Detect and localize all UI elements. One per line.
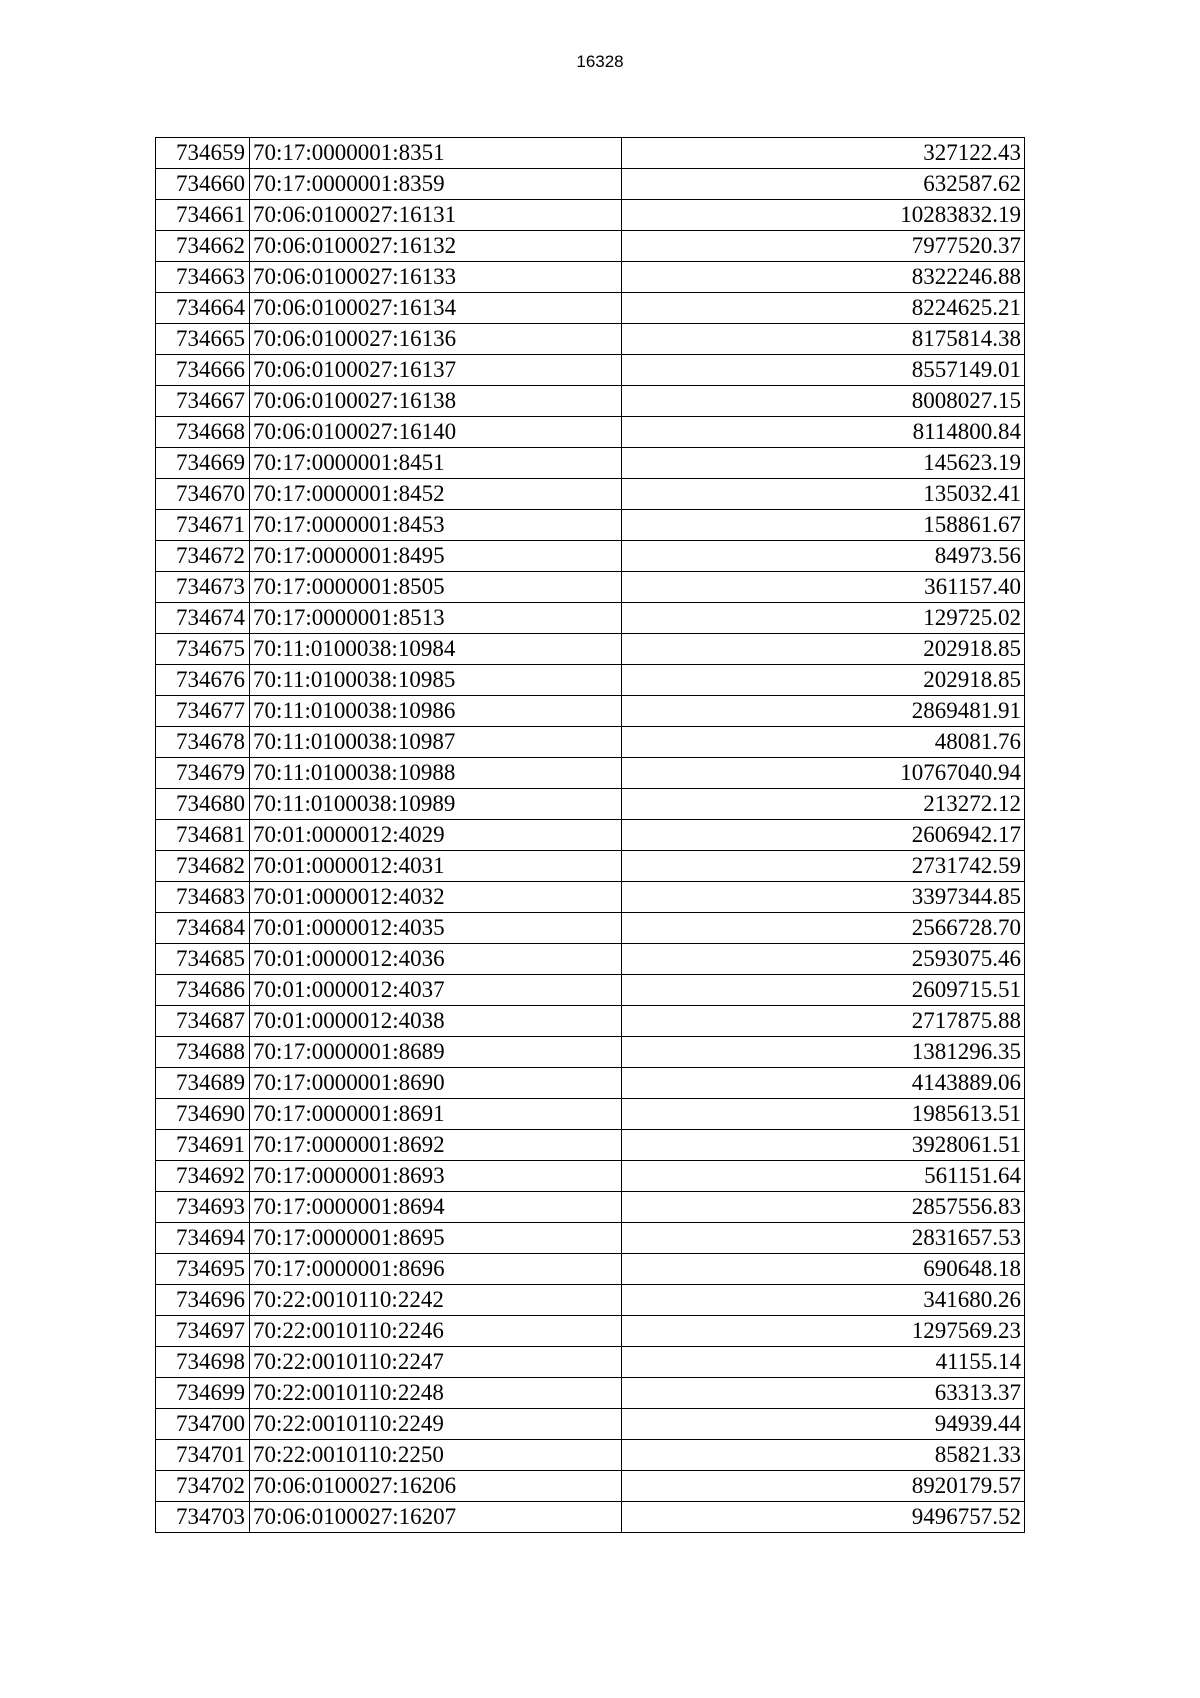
row-number-cell: 734702 (156, 1471, 250, 1502)
table-row (156, 1037, 1025, 1068)
row-number-cell: 734661 (156, 200, 250, 231)
cadastral-value-cell: 145623.19 (622, 448, 1025, 479)
row-number-cell: 734678 (156, 727, 250, 758)
row-number-cell: 734690 (156, 1099, 250, 1130)
cadastral-value-cell: 3397344.85 (622, 882, 1025, 913)
cadastral-number-cell: 70:06:0100027:16137 (250, 355, 622, 386)
cadastral-number-cell: 70:06:0100027:16206 (250, 1471, 622, 1502)
cadastral-value-cell: 202918.85 (622, 665, 1025, 696)
page-number: 16328 (576, 52, 624, 71)
cadastral-number-cell: 70:11:0100038:10984 (250, 634, 622, 665)
cadastral-number-cell: 70:01:0000012:4032 (250, 882, 622, 913)
cadastral-value-cell: 8224625.21 (622, 293, 1025, 324)
table-row (156, 820, 1025, 851)
cadastral-value-cell: 8114800.84 (622, 417, 1025, 448)
row-number-cell: 734677 (156, 696, 250, 727)
table-row (156, 417, 1025, 448)
table-row (156, 1068, 1025, 1099)
table-row (156, 944, 1025, 975)
cadastral-number-cell: 70:17:0000001:8453 (250, 510, 622, 541)
table-row (156, 200, 1025, 231)
cadastral-number-cell: 70:17:0000001:8495 (250, 541, 622, 572)
cadastral-value-cell: 8175814.38 (622, 324, 1025, 355)
cadastral-value-cell: 135032.41 (622, 479, 1025, 510)
row-number-cell: 734669 (156, 448, 250, 479)
cadastral-value-cell: 94939.44 (622, 1409, 1025, 1440)
table-row (156, 293, 1025, 324)
cadastral-number-cell: 70:01:0000012:4035 (250, 913, 622, 944)
cadastral-value-cell: 1381296.35 (622, 1037, 1025, 1068)
cadastral-number-cell: 70:17:0000001:8691 (250, 1099, 622, 1130)
cadastral-number-cell: 70:01:0000012:4031 (250, 851, 622, 882)
row-number-cell: 734692 (156, 1161, 250, 1192)
cadastral-number-cell: 70:01:0000012:4029 (250, 820, 622, 851)
cadastral-value-cell: 2717875.88 (622, 1006, 1025, 1037)
cadastral-number-cell: 70:17:0000001:8690 (250, 1068, 622, 1099)
row-number-cell: 734667 (156, 386, 250, 417)
cadastral-number-cell: 70:01:0000012:4038 (250, 1006, 622, 1037)
table-row (156, 1254, 1025, 1285)
table-row (156, 355, 1025, 386)
cadastral-value-cell: 632587.62 (622, 169, 1025, 200)
cadastral-number-cell: 70:06:0100027:16132 (250, 231, 622, 262)
cadastral-number-cell: 70:22:0010110:2246 (250, 1316, 622, 1347)
row-number-cell: 734675 (156, 634, 250, 665)
cadastral-number-cell: 70:01:0000012:4037 (250, 975, 622, 1006)
cadastral-number-cell: 70:17:0000001:8689 (250, 1037, 622, 1068)
table-row (156, 1409, 1025, 1440)
row-number-cell: 734688 (156, 1037, 250, 1068)
table-row (156, 975, 1025, 1006)
table-row (156, 1378, 1025, 1409)
cadastral-value-cell: 1297569.23 (622, 1316, 1025, 1347)
cadastral-number-cell: 70:17:0000001:8692 (250, 1130, 622, 1161)
cadastral-value-cell: 85821.33 (622, 1440, 1025, 1471)
row-number-cell: 734679 (156, 758, 250, 789)
row-number-cell: 734662 (156, 231, 250, 262)
table-row (156, 1006, 1025, 1037)
cadastral-value-cell: 561151.64 (622, 1161, 1025, 1192)
row-number-cell: 734695 (156, 1254, 250, 1285)
cadastral-value-cell: 341680.26 (622, 1285, 1025, 1316)
cadastral-number-cell: 70:17:0000001:8505 (250, 572, 622, 603)
row-number-cell: 734680 (156, 789, 250, 820)
table-row (156, 789, 1025, 820)
cadastral-number-cell: 70:17:0000001:8695 (250, 1223, 622, 1254)
row-number-cell: 734665 (156, 324, 250, 355)
row-number-cell: 734673 (156, 572, 250, 603)
cadastral-value-cell: 202918.85 (622, 634, 1025, 665)
cadastral-value-cell: 9496757.52 (622, 1502, 1025, 1533)
table-row (156, 1223, 1025, 1254)
row-number-cell: 734671 (156, 510, 250, 541)
cadastral-number-cell: 70:17:0000001:8696 (250, 1254, 622, 1285)
cadastral-number-cell: 70:17:0000001:8694 (250, 1192, 622, 1223)
cadastral-number-cell: 70:17:0000001:8693 (250, 1161, 622, 1192)
table-row (156, 138, 1025, 169)
cadastral-value-cell: 1985613.51 (622, 1099, 1025, 1130)
cadastral-value-cell: 3928061.51 (622, 1130, 1025, 1161)
cadastral-value-cell: 2566728.70 (622, 913, 1025, 944)
table-body (156, 138, 1025, 1533)
row-number-cell: 734700 (156, 1409, 250, 1440)
row-number-cell: 734682 (156, 851, 250, 882)
row-number-cell: 734683 (156, 882, 250, 913)
table-row (156, 479, 1025, 510)
cadastral-value-cell: 8008027.15 (622, 386, 1025, 417)
table-row (156, 1502, 1025, 1533)
row-number-cell: 734701 (156, 1440, 250, 1471)
row-number-cell: 734676 (156, 665, 250, 696)
row-number-cell: 734666 (156, 355, 250, 386)
row-number-cell: 734689 (156, 1068, 250, 1099)
cadastral-number-cell: 70:01:0000012:4036 (250, 944, 622, 975)
table-row (156, 324, 1025, 355)
table-row (156, 913, 1025, 944)
cadastral-number-cell: 70:17:0000001:8452 (250, 479, 622, 510)
row-number-cell: 734687 (156, 1006, 250, 1037)
table-row (156, 169, 1025, 200)
row-number-cell: 734691 (156, 1130, 250, 1161)
cadastral-number-cell: 70:06:0100027:16134 (250, 293, 622, 324)
cadastral-number-cell: 70:11:0100038:10987 (250, 727, 622, 758)
table-row (156, 634, 1025, 665)
table-row (156, 1347, 1025, 1378)
table-row (156, 541, 1025, 572)
table-row (156, 1440, 1025, 1471)
cadastral-value-cell: 63313.37 (622, 1378, 1025, 1409)
cadastral-number-cell: 70:06:0100027:16133 (250, 262, 622, 293)
cadastral-value-cell: 8322246.88 (622, 262, 1025, 293)
table-row (156, 727, 1025, 758)
cadastral-number-cell: 70:11:0100038:10989 (250, 789, 622, 820)
cadastral-value-cell: 2857556.83 (622, 1192, 1025, 1223)
cadastral-value-cell: 84973.56 (622, 541, 1025, 572)
cadastral-value-cell: 2609715.51 (622, 975, 1025, 1006)
row-number-cell: 734703 (156, 1502, 250, 1533)
cadastral-value-cell: 2731742.59 (622, 851, 1025, 882)
row-number-cell: 734696 (156, 1285, 250, 1316)
cadastral-value-cell: 7977520.37 (622, 231, 1025, 262)
cadastral-value-cell: 690648.18 (622, 1254, 1025, 1285)
table-row (156, 572, 1025, 603)
cadastral-number-cell: 70:11:0100038:10985 (250, 665, 622, 696)
table-row (156, 1471, 1025, 1502)
table-row (156, 851, 1025, 882)
cadastral-value-cell: 158861.67 (622, 510, 1025, 541)
cadastral-value-cell: 8920179.57 (622, 1471, 1025, 1502)
cadastral-number-cell: 70:22:0010110:2250 (250, 1440, 622, 1471)
cadastral-value-cell: 361157.40 (622, 572, 1025, 603)
cadastral-number-cell: 70:06:0100027:16136 (250, 324, 622, 355)
cadastral-number-cell: 70:22:0010110:2242 (250, 1285, 622, 1316)
cadastral-number-cell: 70:22:0010110:2248 (250, 1378, 622, 1409)
cadastral-value-cell: 2831657.53 (622, 1223, 1025, 1254)
table-row (156, 665, 1025, 696)
row-number-cell: 734668 (156, 417, 250, 448)
row-number-cell: 734663 (156, 262, 250, 293)
cadastral-number-cell: 70:17:0000001:8359 (250, 169, 622, 200)
cadastral-value-cell: 2606942.17 (622, 820, 1025, 851)
row-number-cell: 734697 (156, 1316, 250, 1347)
row-number-cell: 734685 (156, 944, 250, 975)
cadastral-value-cell: 2869481.91 (622, 696, 1025, 727)
table-row (156, 882, 1025, 913)
row-number-cell: 734681 (156, 820, 250, 851)
cadastral-value-cell: 8557149.01 (622, 355, 1025, 386)
row-number-cell: 734684 (156, 913, 250, 944)
cadastral-value-cell: 129725.02 (622, 603, 1025, 634)
table-row (156, 1192, 1025, 1223)
table-row (156, 231, 1025, 262)
table-row (156, 696, 1025, 727)
table-row (156, 386, 1025, 417)
cadastral-number-cell: 70:06:0100027:16207 (250, 1502, 622, 1533)
row-number-cell: 734664 (156, 293, 250, 324)
table-row (156, 510, 1025, 541)
cadastral-number-cell: 70:11:0100038:10988 (250, 758, 622, 789)
table-row (156, 1285, 1025, 1316)
table-row (156, 262, 1025, 293)
cadastral-number-cell: 70:06:0100027:16131 (250, 200, 622, 231)
cadastral-value-cell: 10767040.94 (622, 758, 1025, 789)
cadastral-number-cell: 70:11:0100038:10986 (250, 696, 622, 727)
row-number-cell: 734670 (156, 479, 250, 510)
table-row (156, 1130, 1025, 1161)
cadastral-value-cell: 2593075.46 (622, 944, 1025, 975)
cadastral-value-cell: 327122.43 (622, 138, 1025, 169)
cadastral-value-cell: 213272.12 (622, 789, 1025, 820)
row-number-cell: 734660 (156, 169, 250, 200)
row-number-cell: 734698 (156, 1347, 250, 1378)
cadastral-value-cell: 41155.14 (622, 1347, 1025, 1378)
cadastral-value-cell: 48081.76 (622, 727, 1025, 758)
cadastral-number-cell: 70:17:0000001:8451 (250, 448, 622, 479)
table-row (156, 1161, 1025, 1192)
cadastral-value-cell: 10283832.19 (622, 200, 1025, 231)
cadastral-value-table (155, 137, 1025, 1533)
row-number-cell: 734674 (156, 603, 250, 634)
row-number-cell: 734699 (156, 1378, 250, 1409)
cadastral-number-cell: 70:06:0100027:16138 (250, 386, 622, 417)
row-number-cell: 734694 (156, 1223, 250, 1254)
table-row (156, 1099, 1025, 1130)
row-number-cell: 734672 (156, 541, 250, 572)
row-number-cell: 734686 (156, 975, 250, 1006)
table-row (156, 1316, 1025, 1347)
cadastral-number-cell: 70:17:0000001:8513 (250, 603, 622, 634)
cadastral-number-cell: 70:22:0010110:2249 (250, 1409, 622, 1440)
row-number-cell: 734659 (156, 138, 250, 169)
table-row (156, 758, 1025, 789)
cadastral-number-cell: 70:06:0100027:16140 (250, 417, 622, 448)
cadastral-number-cell: 70:17:0000001:8351 (250, 138, 622, 169)
table-row (156, 603, 1025, 634)
cadastral-value-cell: 4143889.06 (622, 1068, 1025, 1099)
cadastral-number-cell: 70:22:0010110:2247 (250, 1347, 622, 1378)
table-row (156, 448, 1025, 479)
row-number-cell: 734693 (156, 1192, 250, 1223)
